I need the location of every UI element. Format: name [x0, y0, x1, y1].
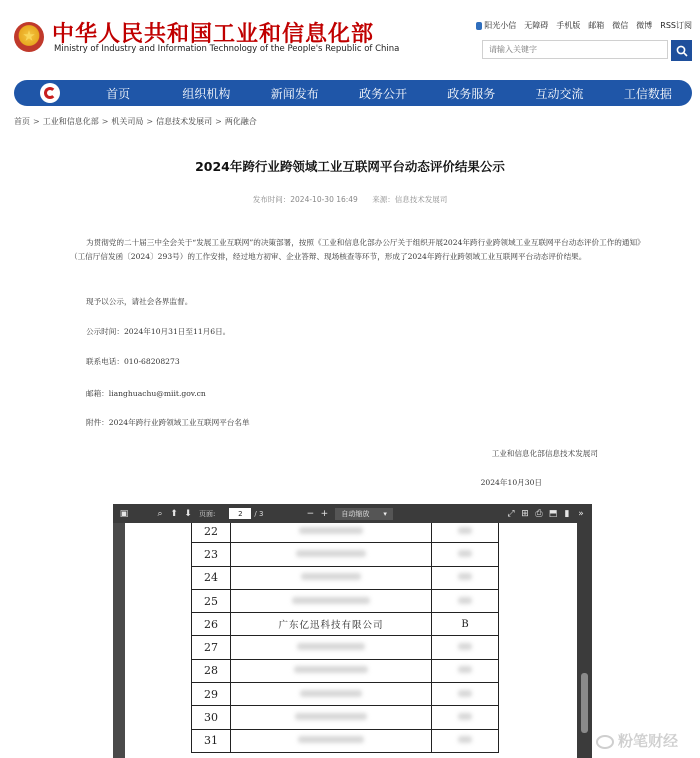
article-title: 2024年跨行业跨领域工业互联网平台动态评价结果公示	[195, 159, 505, 174]
zoom-out-icon[interactable]: −	[306, 508, 315, 519]
pdf-toolbar	[113, 504, 592, 523]
breadcrumb: 首页 > 工业和信息化部 > 机关司局 > 信息技术发展司 > 两化融合	[14, 117, 257, 126]
blurred-text	[300, 690, 362, 697]
article-meta	[0, 194, 700, 205]
grade-cell	[432, 706, 499, 729]
paragraph-phone: 联系电话：010-68208273	[86, 357, 180, 366]
bookmark-icon[interactable]: ▮	[564, 508, 570, 519]
grade-cell	[432, 589, 499, 612]
company-name	[231, 729, 432, 752]
row-number: 28	[192, 659, 231, 682]
company-name: 广东亿迅科技有限公司	[231, 613, 432, 636]
blurred-text	[458, 736, 472, 743]
nav-government-affairs[interactable]: 政务公开	[358, 86, 407, 101]
grade-cell	[432, 636, 499, 659]
weibo-icon	[596, 735, 614, 749]
breadcrumb-it-department[interactable]: 信息技术发展司	[156, 117, 213, 126]
company-name	[231, 659, 432, 682]
next-page-icon[interactable]: ⬇	[184, 508, 192, 519]
grade-cell	[432, 659, 499, 682]
blurred-text	[458, 690, 472, 697]
table-row	[192, 613, 499, 636]
blurred-text	[295, 713, 367, 720]
grade-cell	[432, 729, 499, 752]
nav-services[interactable]: 政务服务	[447, 86, 496, 101]
toplink-weibo[interactable]: 微博	[636, 21, 653, 30]
main-nav	[14, 80, 692, 106]
company-name	[231, 636, 432, 659]
more-tools-icon[interactable]: »	[578, 508, 584, 519]
search-button[interactable]	[671, 40, 692, 61]
download-icon[interactable]: ⬒	[548, 508, 558, 519]
blurred-text	[298, 736, 364, 743]
site-subtitle: Ministry of Industry and Information Technology of the People's Republic of China	[54, 44, 400, 54]
grade-cell	[432, 683, 499, 706]
row-number: 31	[192, 729, 231, 752]
row-number: 26	[192, 613, 231, 636]
article-source: 来源：信息技术发展司	[372, 195, 448, 204]
platform-list-table	[191, 523, 499, 753]
table-row	[192, 636, 499, 659]
zoom-in-icon[interactable]: +	[320, 508, 329, 519]
search-icon	[676, 45, 688, 57]
grade-cell	[432, 523, 499, 543]
print-icon[interactable]: ⎙	[535, 508, 543, 519]
nav-logo-icon[interactable]	[40, 83, 60, 103]
nav-organization[interactable]: 组织机构	[182, 86, 231, 101]
company-name	[231, 706, 432, 729]
table-row	[192, 659, 499, 682]
page-total: / 3	[254, 509, 264, 518]
blurred-text	[458, 597, 472, 604]
table-row	[192, 683, 499, 706]
company-name	[231, 523, 432, 543]
breadcrumb-integration[interactable]: 两化融合	[224, 117, 257, 126]
row-number: 24	[192, 566, 231, 589]
top-links	[476, 20, 692, 31]
sidebar-toggle-icon[interactable]: ▣	[119, 508, 129, 519]
table-row	[192, 706, 499, 729]
pdf-scrollbar[interactable]	[577, 523, 592, 758]
paragraph-period: 公示时间：2024年10月31日至11月6日。	[86, 327, 231, 336]
fullscreen-icon[interactable]: ⤢	[507, 508, 515, 519]
paragraph-attachment[interactable]: 附件：2024年跨行业跨领域工业互联网平台名单	[86, 418, 250, 427]
search-box	[482, 40, 692, 61]
table-row	[192, 566, 499, 589]
blurred-text	[458, 713, 472, 720]
blurred-text	[458, 527, 472, 534]
row-number: 23	[192, 543, 231, 566]
search-input[interactable]	[482, 40, 668, 59]
previous-page-icon[interactable]: ⬆	[170, 508, 178, 519]
company-name	[231, 543, 432, 566]
nav-interaction[interactable]: 互动交流	[535, 86, 584, 101]
pdf-page	[125, 523, 577, 758]
blurred-text	[458, 573, 472, 580]
chevron-down-icon: ▾	[383, 509, 387, 518]
company-name	[231, 683, 432, 706]
blurred-text	[299, 527, 363, 534]
breadcrumb-departments[interactable]: 机关司局	[111, 117, 144, 126]
toplink-mobile[interactable]: 手机版	[556, 21, 581, 30]
nav-home[interactable]: 首页	[106, 86, 131, 101]
paragraph-email: 邮箱：lianghuachu@miit.gov.cn	[86, 389, 206, 398]
table-row	[192, 729, 499, 752]
open-file-icon[interactable]: ⊞	[521, 508, 529, 519]
toplink-rss[interactable]: RSS订阅	[660, 21, 692, 30]
row-number: 22	[192, 523, 231, 543]
scrollbar-thumb[interactable]	[581, 673, 588, 733]
row-number: 27	[192, 636, 231, 659]
toplink-sunshine[interactable]: 阳光小信	[476, 20, 516, 31]
watermark: 粉笔财经	[596, 730, 678, 751]
table-row	[192, 543, 499, 566]
signature: 工业和信息化部信息技术发展司	[491, 449, 598, 458]
blurred-text	[294, 666, 368, 673]
company-name	[231, 589, 432, 612]
table-row	[192, 523, 499, 543]
site-header	[0, 0, 700, 78]
paragraph-notice: 现予以公示，请社会各界监督。	[86, 297, 193, 306]
signature-date: 2024年10月30日	[480, 478, 542, 487]
blurred-text	[458, 666, 472, 673]
nav-data[interactable]: 工信数据	[623, 86, 672, 101]
site-title[interactable]: 中华人民共和国工业和信息化部	[52, 22, 375, 47]
row-number: 30	[192, 706, 231, 729]
toplink-wechat[interactable]: 微信	[612, 21, 629, 30]
publish-time: 发布时间：2024-10-30 16:49	[252, 195, 358, 204]
breadcrumb-home[interactable]: 首页	[14, 117, 30, 126]
pdf-viewer	[113, 504, 592, 758]
toplink-mail[interactable]: 邮箱	[588, 21, 605, 30]
blurred-text	[292, 597, 370, 604]
national-emblem-icon	[14, 22, 44, 52]
zoom-select[interactable]: 自动缩放 ▾	[335, 508, 393, 520]
page-number-input[interactable]: 2	[229, 508, 251, 519]
person-icon	[476, 22, 482, 30]
nav-news[interactable]: 新闻发布	[270, 86, 319, 101]
page-label: 页面:	[199, 509, 216, 518]
blurred-text	[301, 573, 361, 580]
row-number: 29	[192, 683, 231, 706]
blurred-text	[297, 643, 365, 650]
blurred-text	[296, 550, 366, 557]
company-name	[231, 566, 432, 589]
grade-cell: B	[432, 613, 499, 636]
find-icon[interactable]: ⌕	[157, 508, 163, 519]
row-number: 25	[192, 589, 231, 612]
table-row	[192, 589, 499, 612]
paragraph-intro: 为贯彻党的二十届三中全会关于“发展工业互联网”的决策部署，按照《工业和信息化部办公厅关于组织开展2024年跨行业跨领域工业互联网平台动态评价工作的通知》（工信厅信发函〔2024〕293号）的工作安排，经过地方初审、企业答辩、现场核查等环节，形成了2024年跨行业跨领域工业互联网平台动态评价结果。	[70, 238, 645, 261]
toplink-accessibility[interactable]: 无障碍	[524, 21, 549, 30]
blurred-text	[458, 550, 472, 557]
grade-cell	[432, 543, 499, 566]
grade-cell	[432, 566, 499, 589]
blurred-text	[458, 643, 472, 650]
breadcrumb-ministry[interactable]: 工业和信息化部	[42, 117, 99, 126]
